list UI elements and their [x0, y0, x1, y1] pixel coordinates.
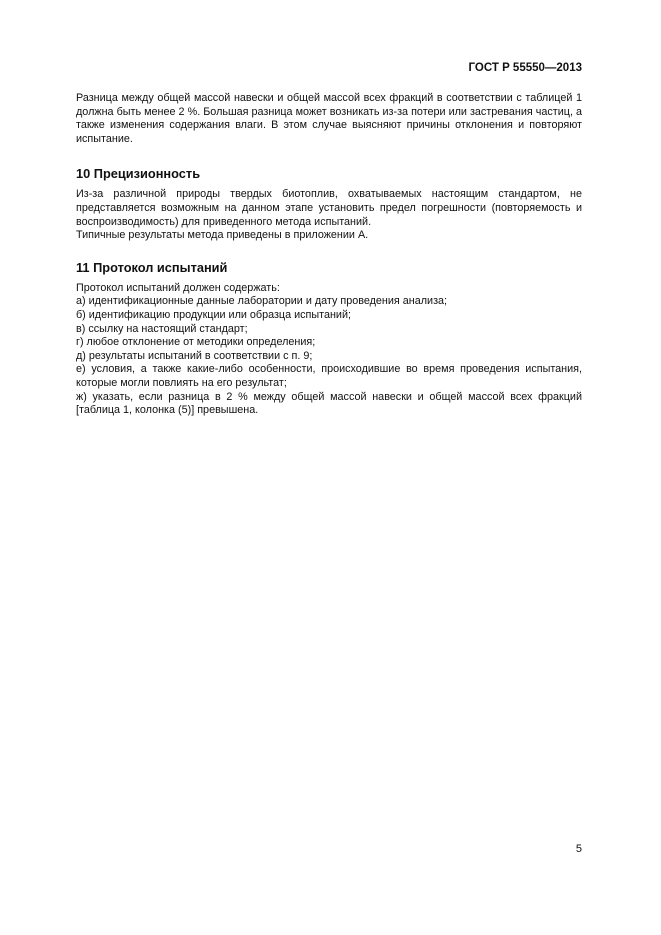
section-10-paragraph-2: Типичные результаты метода приведены в приложении А.: [76, 229, 369, 242]
intro-paragraph: Разница между общей массой навески и общей массой всех фракций в соответствии с таблицей 1 должна быть менее 2 %. Большая разница может возникать из-за потери или застревания частиц, а также изменения содержания влаги. В этом случае выясняют причины отклонения и повторяют испытание.: [76, 92, 582, 145]
page-number: 5: [575, 843, 582, 855]
document-code: ГОСТ Р 55550—2013: [468, 62, 582, 74]
list-item-b: б) идентификацию продукции или образца испытаний;: [76, 308, 351, 321]
section-11-title: 11 Протокол испытаний: [76, 259, 228, 275]
list-item-zh: ж) указать, если разница в 2 % между общей массой навески и общей массой всех фракций [таблица 1, колонка (5)] превышена.: [76, 390, 582, 417]
section-10-paragraph-1: Из-за различной природы твердых биотоплив, охватываемых настоящим стандартом, не представляется возможным на данном этапе установить предел погрешности (повторяемость и воспроизводимость) для приведенного метода испытаний.: [76, 188, 582, 228]
section-11-lead: Протокол испытаний должен содержать:: [76, 281, 280, 294]
section-10-title: 10 Прецизионность: [76, 166, 201, 182]
list-item-e: е) условия, а также какие-либо особенности, происходившие во время проведения испытания, которые могли повлиять на его результат;: [76, 363, 582, 389]
list-item-d: д) результаты испытаний в соответствии с п. 9;: [76, 349, 313, 362]
page-content: [76, 92, 582, 418]
list-item-a: а) идентификационные данные лаборатории и дату проведения анализа;: [76, 295, 448, 308]
list-item-g: г) любое отклонение от методики определения;: [76, 336, 316, 349]
list-item-v: в) ссылку на настоящий стандарт;: [76, 322, 248, 335]
